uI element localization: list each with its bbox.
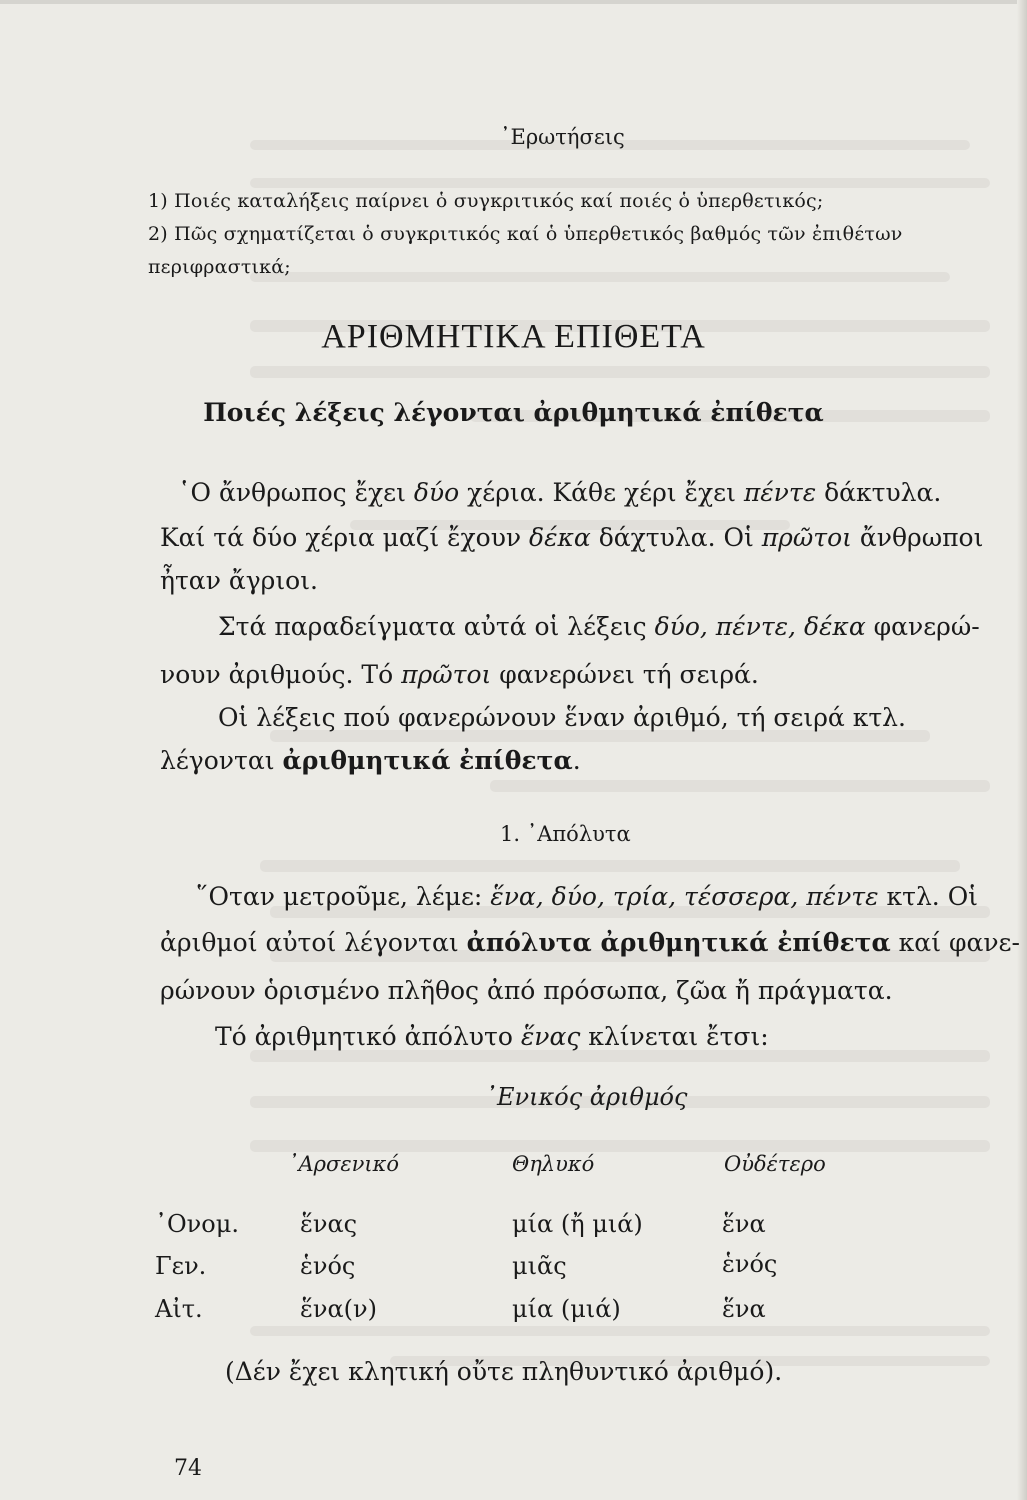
paragraph-line: ἦταν ἄγριοι. bbox=[160, 566, 318, 595]
page-top-edge bbox=[0, 0, 1027, 4]
table-cell: ἕνα bbox=[722, 1210, 766, 1238]
paragraph-line: ῾Ο ἄνθρωπος ἔχει δύο χέρια. Κάθε χέρι ἔχει πέντε δάκτυλα. bbox=[178, 478, 942, 507]
paragraph-line: ἀριθμοί αὐτοί λέγονται ἀπόλυτα ἀριθμητικά ἐπίθετα καί φανε- bbox=[160, 928, 1020, 957]
paragraph-line: Οἱ λέξεις πού φανερώνουν ἕναν ἀριθμό, τή σειρά κτλ. bbox=[218, 703, 906, 732]
subsection-title: 1. ᾿Απόλυτα bbox=[500, 822, 631, 846]
page-number: 74 bbox=[174, 1456, 202, 1481]
paragraph-line: λέγονται ἀριθμητικά ἐπίθετα. bbox=[160, 746, 581, 775]
table-cell: ἕνα(ν) bbox=[300, 1295, 377, 1323]
declension-note: (Δέν ἔχει κλητική οὔτε πληθυντικό ἀριθμό). bbox=[225, 1357, 783, 1386]
question-1: 1) Ποιές καταλήξεις παίρνει ὁ συγκριτικός καί ποιές ὁ ὑπερθετικός; bbox=[148, 190, 824, 212]
column-header-feminine: Θηλυκό bbox=[512, 1152, 595, 1176]
section-subheading: Ποιές λέξεις λέγονται ἀριθμητικά ἐπίθετα bbox=[203, 398, 824, 427]
declension-title: ᾿Ενικός ἀριθμός bbox=[485, 1083, 688, 1111]
paragraph-line: Τό ἀριθμητικό ἀπόλυτο ἕνας κλίνεται ἔτσι: bbox=[215, 1022, 769, 1051]
table-cell: ἑνός bbox=[300, 1252, 356, 1280]
table-cell: ἕνας bbox=[300, 1210, 358, 1238]
column-header-neuter: Οὐδέτερο bbox=[724, 1152, 826, 1176]
column-header-masculine: ᾿Αρσενικό bbox=[288, 1152, 400, 1176]
table-cell: μία (ἤ μιά) bbox=[512, 1210, 643, 1238]
question-2-continued: περιφραστικά; bbox=[148, 256, 291, 278]
paragraph-line: ρώνουν ὁρισμένο πλῆθος ἀπό πρόσωπα, ζῶα ἤ πράγματα. bbox=[160, 976, 893, 1005]
paragraph-line: Καί τά δύο χέρια μαζί ἔχουν δέκα δάχτυλα. Οἱ πρῶτοι ἄνθρωποι bbox=[160, 523, 984, 552]
paragraph-line: Στά παραδείγματα αὐτά οἱ λέξεις δύο, πέντε, δέκα φανερώ- bbox=[218, 612, 980, 641]
table-cell: μία (μιά) bbox=[512, 1295, 621, 1323]
paragraph-line: νουν ἀριθμούς. Τό πρῶτοι φανερώνει τή σειρά. bbox=[160, 660, 759, 689]
case-genitive: Γεν. bbox=[155, 1252, 207, 1280]
paragraph-line: ῞Οταν μετροῦμε, λέμε: ἕνα, δύο, τρία, τέσσερα, πέντε κτλ. Οἱ bbox=[196, 882, 978, 911]
table-cell: ἕνα bbox=[722, 1295, 766, 1323]
section-heading: ΑΡΙΘΜΗΤΙΚΑ ΕΠΙΘΕΤΑ bbox=[321, 318, 706, 355]
case-accusative: Αἰτ. bbox=[155, 1295, 203, 1323]
question-2: 2) Πῶς σχηματίζεται ὁ συγκριτικός καί ὁ ὑπερθετικός βαθμός τῶν ἐπιθέτων bbox=[148, 223, 903, 245]
page-right-edge bbox=[1017, 0, 1027, 1500]
case-nominative: ᾿Ονομ. bbox=[155, 1210, 239, 1238]
table-cell: ἑνός bbox=[722, 1250, 778, 1278]
questions-title: ᾿Ερωτήσεις bbox=[500, 125, 625, 149]
table-cell: μιᾶς bbox=[512, 1252, 567, 1280]
